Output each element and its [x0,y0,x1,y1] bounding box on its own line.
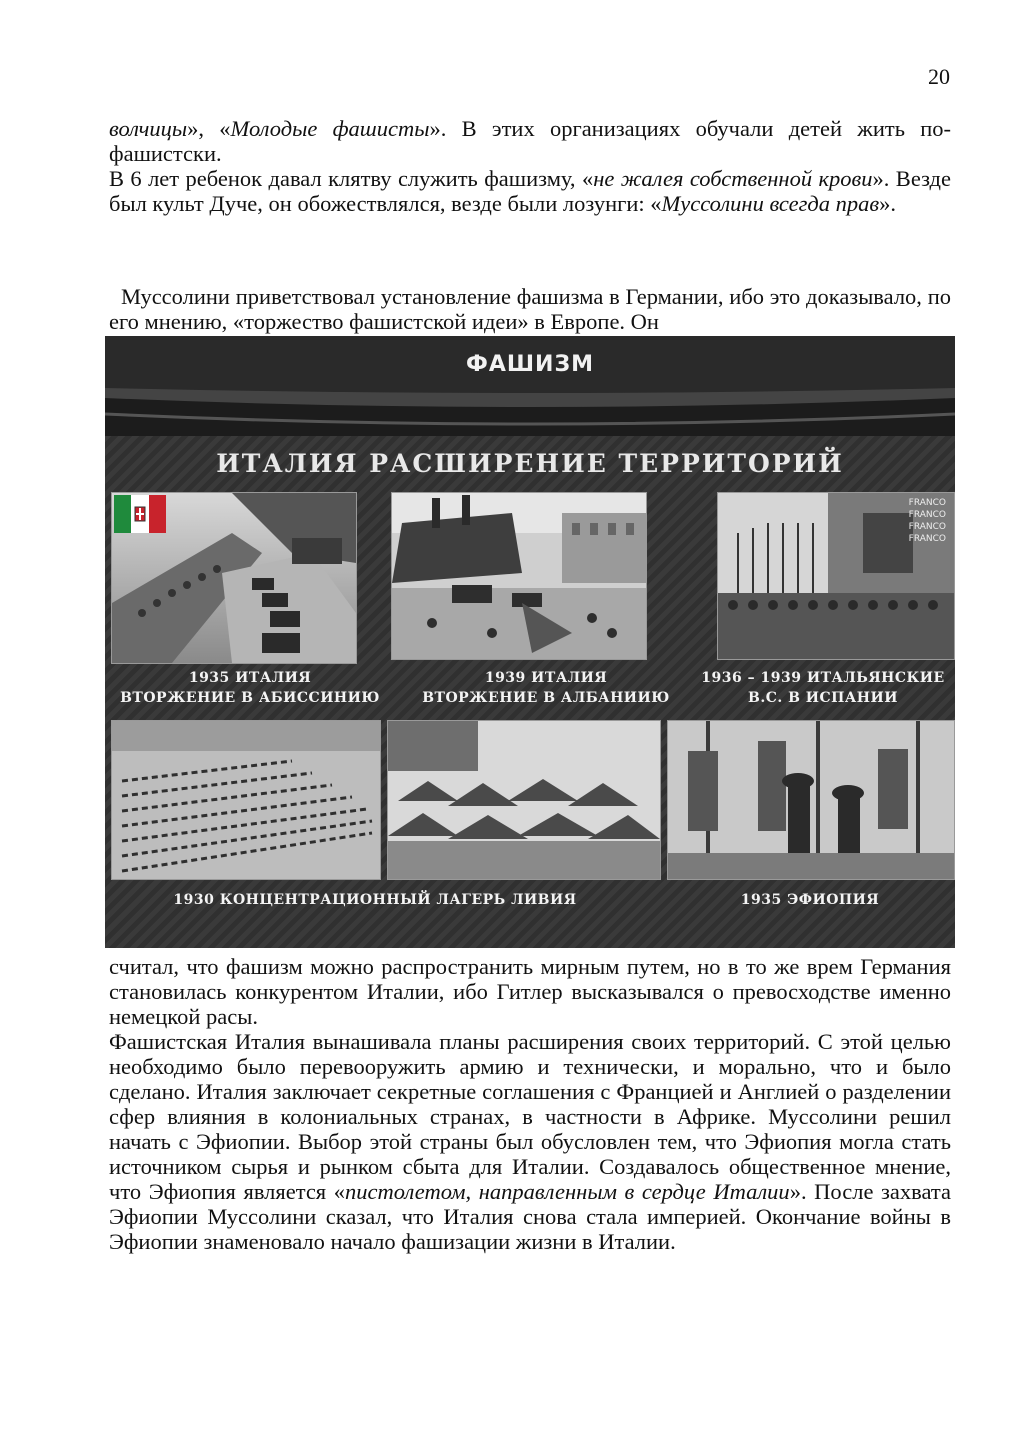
monument-inscription: FRANCO [908,498,946,508]
caption-spain-line1: 1936 – 1939 ИТАЛЬЯНСКИЕ [701,670,945,686]
text-run: ». [879,191,897,216]
text-run: ». В этих организациях обучали детей жить по-фашистски. [109,116,951,166]
paragraph-germany-rivalry: считал, что фашизм можно распространить мирным путем, но в то же врем Германия становилась конкурентом Италии, ибо Гитлер высказывался о превосходстве именно немецкой расы. [109,954,951,1029]
photo-ethiopia [667,720,955,880]
poster-subtitle: ИТАЛИЯ РАСШИРЕНИЕ ТЕРРИТОРИЙ [216,449,844,478]
text-run: ». После захвата Эфиопии Муссолини сказал, что Италия снова стала империей. Окончание войны в Эфиопии знаменовало начало фашизации жизни в Италии. [109,1179,951,1254]
monument-inscriptions [886,497,946,545]
monument-inscription: FRANCO [908,522,946,532]
italic-text: пистолетом, направленным в сердце Италии [345,1179,790,1204]
poster-title: ФАШИЗМ [466,352,594,377]
page-number: 20 [928,64,950,89]
poster-image [105,336,955,948]
italic-text: не жалея собственной крови [593,166,873,191]
paragraph-germany: Муссолини приветствовал установление фашизма в Германии, ибо это доказывало, по его мнению, «торжество фашистской идеи» в Европе. Он [109,284,951,334]
photo-abyssinia-invasion [111,492,357,664]
italic-text: волчицы [109,116,188,141]
paragraph-youth-organizations [109,116,951,166]
italic-text: Молодые фашисты [230,116,430,141]
caption-albania-line2: ВТОРЖЕНИЕ В АЛБАНИИЮ [422,690,670,706]
caption-albania-line1: 1939 ИТАЛИЯ [484,670,608,686]
photo-tent-camp [387,720,661,880]
caption-libya: 1930 КОНЦЕНТРАЦИОННЫЙ ЛАГЕРЬ ЛИВИЯ [173,892,577,908]
monument-inscription: FRANCO [908,534,946,544]
top-text-block [109,116,951,216]
text-run: ». Везде был культ Дуче, он обожествлялся, везде были лозунги: « [109,166,951,216]
poster-banner-shape [105,336,955,436]
italy-flag-icon [114,495,166,533]
photo-libya-camp [111,720,381,880]
bottom-text-block [109,954,951,1254]
caption-ethiopia: 1935 ЭФИОПИЯ [740,892,880,908]
text-run: Фашистская Италия вынашивала планы расширения своих территорий. С этой целью необходимо было перевооружить армию и технически, и морально, что и было сделано. Италия заключает секретные соглашения с Францией и Англией о разделении сфер влияния в колониальных странах, в частности в Африке. Муссолини решил начать с Эфиопии. Выбор этой страны был обусловлен тем, что Эфиопия могла стать источником сырья и рынком сбыта для Италии. Создавалось общественное мнение, что Эфиопия является « [109,1029,951,1204]
text-run: », « [187,116,231,141]
middle-text-block [109,284,951,334]
italic-text: Муссолини всегда прав [661,191,880,216]
caption-spain [691,668,955,708]
caption-spain-line2: В.С. В ИСПАНИИ [748,690,898,706]
photo-spain-parade [717,492,955,660]
paragraph-oath [109,166,951,216]
caption-abyssinia [105,668,395,708]
paragraph-expansion [109,1029,951,1254]
monument-inscription: FRANCO [908,510,946,520]
text-run: В 6 лет ребенок давал клятву служить фашизму, « [109,166,594,191]
photo-albania-invasion [391,492,647,660]
caption-abyssinia-line2: ВТОРЖЕНИЕ В АБИССИНИЮ [120,690,380,706]
caption-abyssinia-line1: 1935 ИТАЛИЯ [188,670,312,686]
caption-albania [401,668,691,708]
